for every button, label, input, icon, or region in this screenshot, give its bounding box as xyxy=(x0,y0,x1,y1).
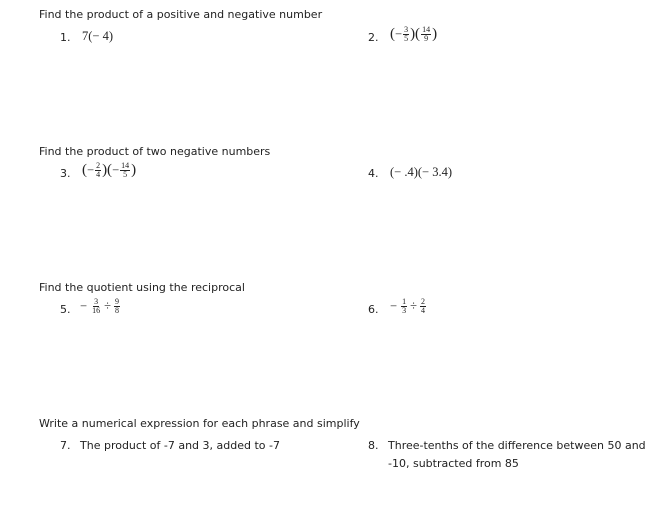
fraction: $\frac{14}{9}$ xyxy=(422,25,431,43)
problem-number: 4. xyxy=(368,167,379,180)
minus-sign: − xyxy=(390,299,398,313)
problem-number: 6. xyxy=(368,303,379,316)
divide-sign: ÷ xyxy=(410,299,417,313)
problem-number: 7. xyxy=(60,439,71,452)
problem-3-expression: ( − $\frac{2}{4}$ )( − $\frac{14}{5}$ ) xyxy=(82,161,137,179)
section-heading-two-negatives: Find the product of two negative numbers xyxy=(39,145,271,158)
fraction: $\frac{3}{16}$ xyxy=(92,297,101,315)
problem-number: 1. xyxy=(60,31,71,44)
problem-6-expression xyxy=(390,298,427,315)
problem-4-expression: (− .4)(− 3.4) xyxy=(390,165,452,179)
fraction: $\frac{14}{5}$ xyxy=(121,161,130,179)
problem-7-text: The product of -7 and 3, added to -7 xyxy=(80,439,280,452)
fraction: $\frac{1}{3}$ xyxy=(402,297,407,315)
minus-sign: − xyxy=(87,163,95,177)
problem-number: 3. xyxy=(60,167,71,180)
fraction: $\frac{9}{8}$ xyxy=(114,297,119,315)
section-heading-positive-negative: Find the product of a positive and negative number xyxy=(39,8,323,21)
minus-sign: − xyxy=(80,299,88,313)
minus-sign: − xyxy=(395,27,403,41)
problem-1-expression: 7(− 4) xyxy=(82,29,113,43)
problem-5-expression xyxy=(80,298,121,315)
problem-number: 2. xyxy=(368,31,379,44)
fraction: $\frac{2}{4}$ xyxy=(420,297,425,315)
fraction: $\frac{2}{4}$ xyxy=(96,161,101,179)
minus-sign: − xyxy=(112,163,120,177)
problem-2-expression: ( − $\frac{3}{5}$ )( $\frac{14}{9}$ ) xyxy=(390,25,438,43)
section-heading-quotient: Find the quotient using the reciprocal xyxy=(39,281,245,294)
fraction: $\frac{3}{5}$ xyxy=(404,25,409,43)
problem-number: 5. xyxy=(60,303,71,316)
problem-8-text-line-2: -10, subtracted from 85 xyxy=(388,457,519,470)
divide-sign: ÷ xyxy=(104,299,111,313)
problem-number: 8. xyxy=(368,439,379,452)
section-heading-expression: Write a numerical expression for each phrase and simplify xyxy=(39,417,360,430)
problem-8-text-line-1: Three-tenths of the difference between 50 and xyxy=(388,439,646,452)
